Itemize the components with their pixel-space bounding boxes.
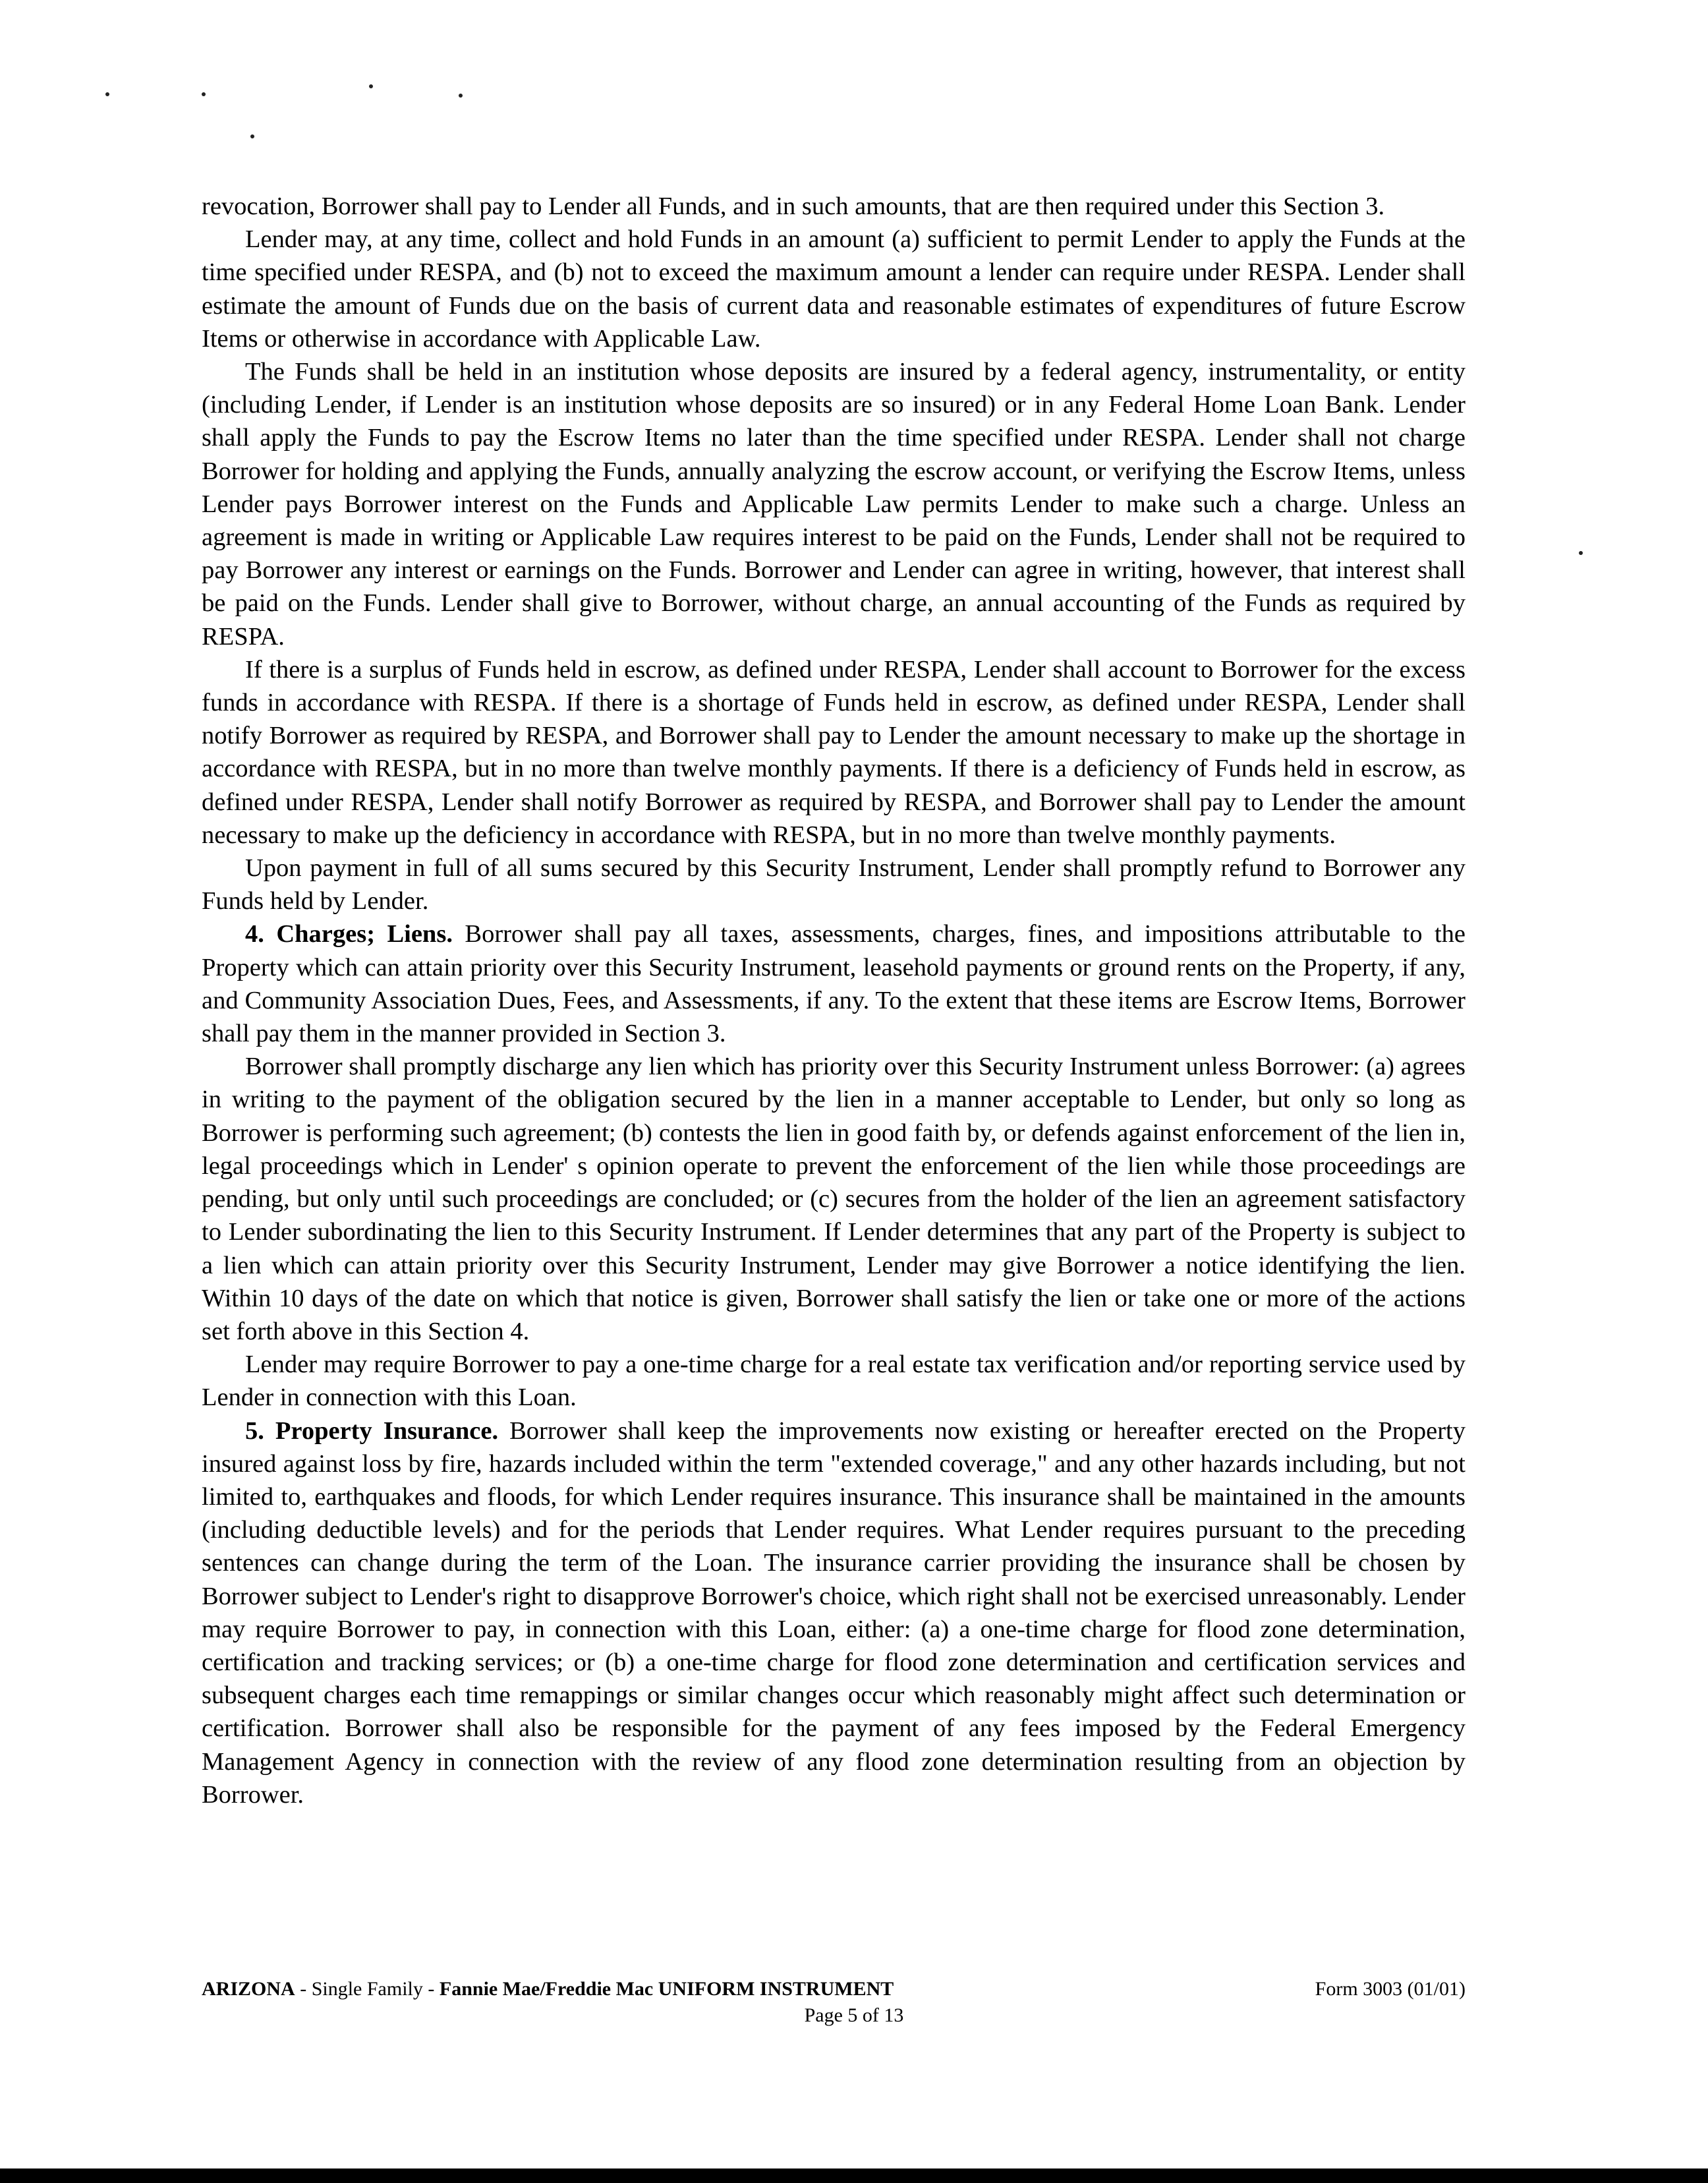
paragraph-lender-hold-funds: Lender may, at any time, collect and hold Funds in an amount (a) sufficient to permit Lender to apply the Funds at the time specified under RESPA, and (b) not to exceed the maximum amount a lender can require under RESPA. Lender shall estimate the amount of Funds due on the basis of current data and reasonable estimates of expenditures of future Escrow Items or otherwise in accordance with Applicable Law. bbox=[202, 225, 1466, 353]
scan-speck bbox=[105, 92, 109, 96]
section-heading-property-insurance: 5. Property Insurance. bbox=[245, 1416, 499, 1445]
section-property-insurance bbox=[202, 1414, 1466, 1811]
scan-speck bbox=[202, 92, 206, 96]
scan-speck bbox=[369, 84, 373, 88]
scan-bottom-edge bbox=[0, 2168, 1708, 2183]
footer-form-number: Form 3003 (01/01) bbox=[1315, 1978, 1466, 2000]
footer-separator: - bbox=[422, 1978, 440, 2000]
paragraph-tax-verification: Lender may require Borrower to pay a one-time charge for a real estate tax verification and/or reporting service used by Lender in connection with this Loan. bbox=[202, 1351, 1466, 1412]
scan-speck bbox=[1579, 551, 1583, 555]
paragraph-discharge-lien: Borrower shall promptly discharge any lien which has priority over this Security Instrument unless Borrower: (a) agrees in writing to the payment of the obligation secured by the lien in a manner acceptable to Lender, but only so long as Borrower is performing such agreement; (b) contests the lien in good faith by, or defends against enforcement of the lien in, legal proceedings which in Lender' s opinion operate to prevent the enforcement of the lien while those proceedings are pending, but only until such proceedings are concluded; or (c) secures from the holder of the lien an agreement satisfactory to Lender subordinating the lien to this Security Instrument. If Lender determines that any part of the Property is subject to a lien which can attain priority over this Security Instrument, Lender may give Borrower a notice identifying the lien. Within 10 days of the date on which that notice is given, Borrower shall satisfy the lien or take one or more of the actions set forth above in this Section 4. bbox=[202, 1053, 1466, 1345]
paragraph-refund: Upon payment in full of all sums secured by this Security Instrument, Lender shall promptly refund to Borrower any Funds held by Lender. bbox=[202, 854, 1466, 916]
document-body bbox=[202, 190, 1466, 1811]
footer-page-number: Page 5 of 13 bbox=[804, 2004, 904, 2026]
footer-separator: - bbox=[295, 1978, 312, 2000]
section-charges-liens bbox=[202, 917, 1466, 1050]
paragraph-section3-continuation: revocation, Borrower shall pay to Lender all Funds, and in such amounts, that are then required under this Section 3. bbox=[202, 192, 1385, 220]
footer-instrument-title bbox=[202, 1977, 894, 2001]
section-text-property-insurance: Borrower shall keep the improvements now existing or hereafter erected on the Property insured against loss by fire, hazards included within the term "extended coverage," and any other hazards including, but not limited to, earthquakes and floods, for which Lender requires insurance. This insurance shall be maintained in the amounts (including deductible levels) and for the periods that Lender requires. What Lender requires pursuant to the preceding sentences can change during the term of the Loan. The insurance carrier providing the insurance shall be chosen by Borrower subject to Lender's right to disapprove Borrower's choice, which right shall not be exercised unreasonably. Lender may require Borrower to pay, in connection with this Loan, either: (a) a one-time charge for flood zone determination, certification and tracking services; or (b) a one-time charge for flood zone determination and certification services and subsequent charges each time remappings or similar changes occur which reasonably might affect such determination or certification. Borrower shall also be responsible for the payment of any fees imposed by the Federal Emergency Management Agency in connection with the review of any flood zone determination resulting from an objection by Borrower. bbox=[202, 1416, 1466, 1809]
footer-instrument: Fannie Mae/Freddie Mac UNIFORM INSTRUMENT bbox=[439, 1978, 894, 2000]
footer-family: Single Family bbox=[311, 1978, 423, 2000]
footer-state: ARIZONA bbox=[202, 1978, 295, 2000]
section-heading-charges-liens: 4. Charges; Liens. bbox=[245, 920, 453, 948]
paragraph-surplus-shortage: If there is a surplus of Funds held in escrow, as defined under RESPA, Lender shall account to Borrower for the excess funds in accordance with RESPA. If there is a shortage of Funds held in escrow, as defined under RESPA, Lender shall notify Borrower as required by RESPA, and Borrower shall pay to Lender the amount necessary to make up the shortage in accordance with RESPA, but in no more than twelve monthly payments. If there is a deficiency of Funds held in escrow, as defined under RESPA, Lender shall notify Borrower as required by RESPA, and Borrower shall pay to Lender the amount necessary to make up the deficiency in accordance with RESPA, but in no more than twelve monthly payments. bbox=[202, 655, 1466, 849]
scan-speck bbox=[459, 94, 463, 98]
scan-speck bbox=[250, 134, 254, 138]
paragraph-funds-institution: The Funds shall be held in an institution whose deposits are insured by a federal agency, instrumentality, or entity (including Lender, if Lender is an institution whose deposits are so insured) or in any Federal Home Loan Bank. Lender shall apply the Funds to pay the Escrow Items no later than the time specified under RESPA. Lender shall not charge Borrower for holding and applying the Funds, annually analyzing the escrow account, or verifying the Escrow Items, unless Lender pays Borrower interest on the Funds and Applicable Law permits Lender to make such a charge. Unless an agreement is made in writing or Applicable Law requires interest to be paid on the Funds, Lender shall not be required to pay Borrower any interest or earnings on the Funds. Borrower and Lender can agree in writing, however, that interest shall be paid on the Funds. Lender shall give to Borrower, without charge, an annual accounting of the Funds as required by RESPA. bbox=[202, 358, 1466, 651]
section-text-charges-liens: Borrower shall pay all taxes, assessments, charges, fines, and impositions attributable to the Property which can attain priority over this Security Instrument, leasehold payments or ground rents on the Property, if any, and Community Association Dues, Fees, and Assessments, if any. To the extent that these items are Escrow Items, Borrower shall pay them in the manner provided in Section 3. bbox=[202, 920, 1466, 1048]
